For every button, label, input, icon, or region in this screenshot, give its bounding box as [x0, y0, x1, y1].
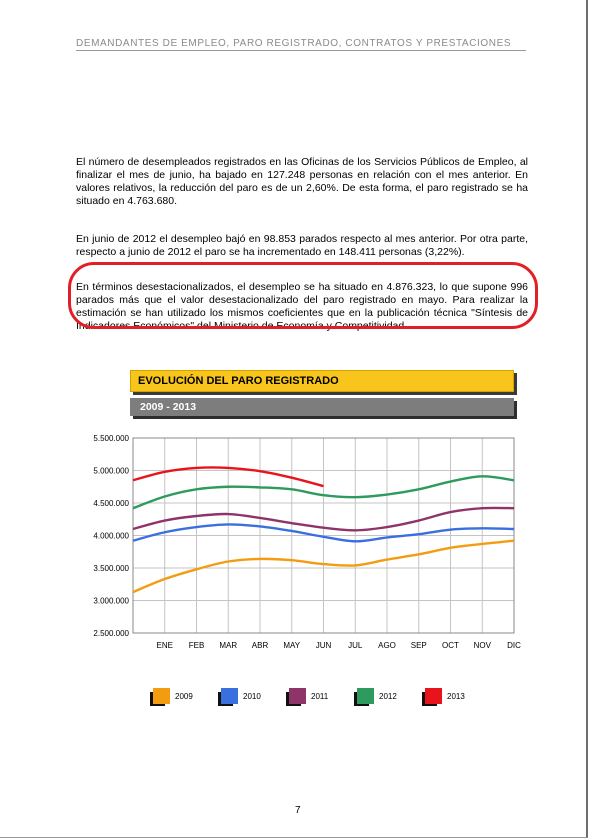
legend-swatch-2013 — [425, 688, 442, 704]
page-number: 7 — [295, 805, 301, 816]
chart-years: 2009 - 2013 — [130, 398, 514, 416]
y-tick-label: 2.500.000 — [93, 629, 129, 638]
y-tick-label: 5.000.000 — [93, 466, 129, 476]
x-tick-label: MAR — [219, 641, 238, 650]
x-tick-label: MAY — [283, 641, 301, 650]
legend-swatch-2011 — [289, 688, 306, 704]
page-header: DEMANDANTES DE EMPLEO, PARO REGISTRADO, CONTRATOS Y PRESTACIONES — [76, 38, 526, 51]
y-tick-label: 4.500.000 — [93, 499, 129, 508]
paragraph-paro-junio: El número de desempleados registrados en las Oficinas de los Servicios Públicos de Empleo, al finalizar el mes de junio, ha bajado en 127.248 personas en relación con el mes anterior. En valores relativos, la reducción del paro es de un 2,60%. De esta forma, el paro registrado se ha situado en 4.763.680. — [76, 155, 528, 207]
x-tick-label: AGO — [378, 641, 396, 650]
legend-label-2011: 2011 — [311, 692, 329, 701]
y-tick-label: 3.500.000 — [93, 564, 129, 573]
chart-title: EVOLUCIÓN DEL PARO REGISTRADO — [130, 370, 514, 392]
y-tick-label: 3.000.000 — [93, 596, 129, 606]
x-tick-label: OCT — [442, 641, 459, 650]
x-tick-label: JUN — [315, 641, 332, 650]
paragraph-junio-2012: En junio de 2012 el desempleo bajó en 98.853 parados respecto al mes anterior. Por otra parte, respecto a junio de 2012 el paro se ha incrementado en 148.411 personas (3,22%). — [76, 232, 528, 258]
y-tick-label: 5.500.000 — [93, 434, 129, 443]
x-tick-label: FEB — [188, 641, 205, 650]
legend-swatch-2009 — [153, 688, 170, 704]
x-tick-label: ABR — [251, 641, 269, 650]
x-tick-label: ENE — [156, 641, 173, 650]
x-tick-label: NOV — [473, 641, 491, 650]
paragraph-desestacionalizado: En términos desestacionalizados, el desempleo se ha situado en 4.876.323, lo que supone 996 parados más que el valor desestacionalizado del paro registrado en mayo. Para realizar la estimación se han utilizado los mismos coeficientes que en la publicación técnica "Síntesis de Indicadores Económicos" del Ministerio de Economía y Competitividad. — [76, 280, 528, 332]
legend-label-2012: 2012 — [379, 692, 397, 701]
x-tick-label: DIC — [507, 641, 521, 650]
legend-swatch-2010 — [221, 688, 238, 704]
legend-label-2013: 2013 — [447, 692, 465, 701]
x-tick-label: SEP — [410, 641, 427, 650]
x-tick-label: JUL — [348, 641, 363, 650]
legend-label-2009: 2009 — [175, 692, 193, 701]
legend-label-2010: 2010 — [243, 692, 261, 701]
legend-swatch-2012 — [357, 688, 374, 704]
y-tick-label: 4.000.000 — [93, 531, 129, 541]
